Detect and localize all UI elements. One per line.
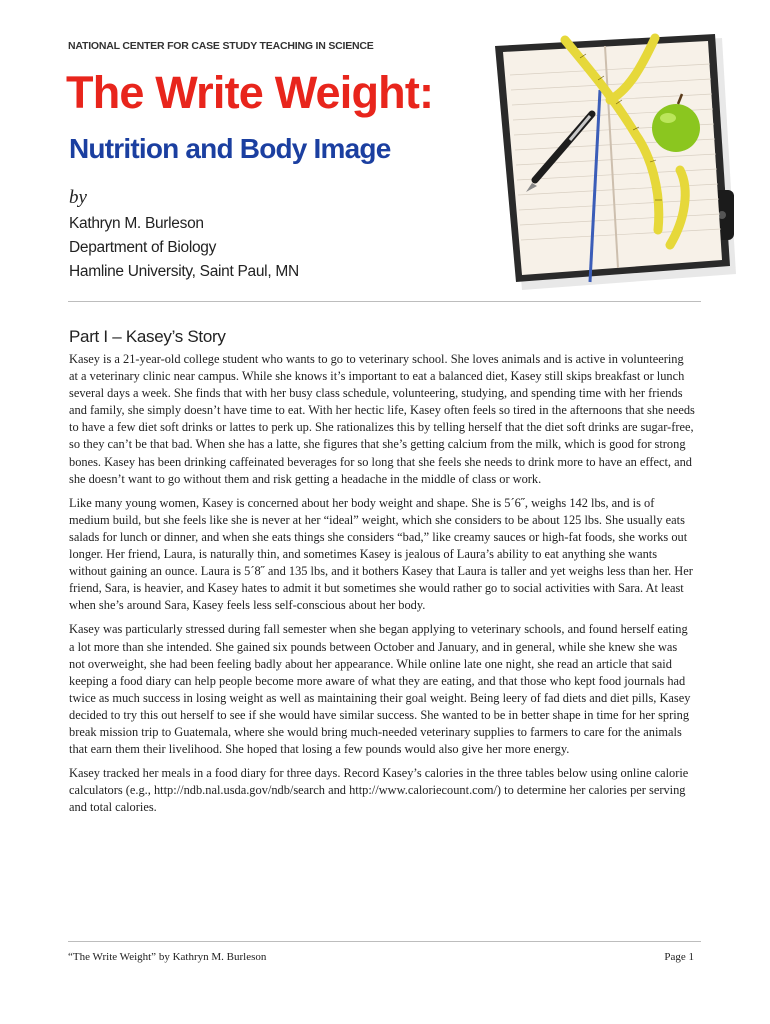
by-line: by bbox=[69, 187, 87, 208]
author-institution: Hamline University, Saint Paul, MN bbox=[69, 263, 299, 280]
paragraph: Kasey was particularly stressed during fall semester when she began applying to veterinary schools, and found herself eating a lot more than she intended. She gained six pounds between October and January, and in general, while she knew she was not overweight, she had been feeling badly about her appearance. While online late one night, she read an article that said keeping a food diary can help people become more aware of what they are eating, and that those who kept food journals had twice as much success in losing weight as well as maintaining their goal weight. Being leery of fad diets and diet pills, Kasey decided to try this out herself to see if she would have similar success. She wanted to be in better shape in time for her spring break mission trip to Guatemala, where she would bring much-needed veterinary supplies to farmers to care for the animals that earn them their livelihood. She hoped that losing a few pounds would also give her more energy. bbox=[69, 622, 691, 757]
case-study-body bbox=[69, 351, 695, 823]
paragraph: Like many young women, Kasey is concerned about her body weight and shape. She is 5´6˝, weighs 142 lbs, and is of medium build, but she feels like she is never at her “ideal” weight, which she considers to be about 125 lbs. She usually eats salads for lunch or dinner, and when she eats things she considers “bad,” like creamy sauces or high-fat foods, she works out longer. Her friend, Laura, is naturally thin, and sometimes Kasey is jealous of Laura’s ability to eat anything she wants without gaining an ounce. Laura is 5´8˝ and 135 lbs, and it bothers Kasey that Laura is taller and yet weighs less than her. Her friend, Sara, is heavier, and Kasey hates to admit it but sometimes she would rather go to social activities with Sara. At least when she’s around Sara, Kasey feels less self-conscious about her body. bbox=[69, 495, 693, 613]
document-title: The Write Weight: bbox=[66, 67, 434, 118]
paragraph: Kasey is a 21-year-old college student who wants to go to veterinary school. She loves animals and is active in volunteering at a veterinary clinic near campus. While she knows it’s important to eat a balanced diet, Kasey still skips breakfast or lunch several days a week. She finds that with her busy class schedule, volunteering, studying, and spending time with her friends and family, she simply doesn’t have time to eat. With her hectic life, Kasey often feels so tired in the afternoons that she needs to have a few diet soft drinks or lattes to perk up. She rationalizes this by telling herself that the diet soft drinks are sugar-free, so they can’t be that bad. When she has a latte, she figures that she’s getting calcium from the milk, which is good for strong bones. Kasey has been drinking caffeinated beverages for so long that she feels she needs to drink more to have an effect, and she doesn’t want to go without them and risk getting a headache in the middle of class or work. bbox=[69, 352, 695, 486]
footer-divider bbox=[68, 941, 701, 942]
section-heading: Part I – Kasey’s Story bbox=[69, 327, 226, 346]
page-number: Page 1 bbox=[664, 951, 694, 963]
notebook-illustration bbox=[440, 30, 740, 295]
author-name: Kathryn M. Burleson bbox=[69, 215, 204, 232]
author-department: Department of Biology bbox=[69, 239, 217, 256]
paragraph: Kasey tracked her meals in a food diary for three days. Record Kasey’s calories in the three tables below using online calorie calculators (e.g., http://ndb.nal.usda.gov/ndb/search and http://www.caloriecount.com/) to determine her calories per serving and total calories. bbox=[69, 766, 689, 815]
organization-name: NATIONAL CENTER FOR CASE STUDY TEACHING IN SCIENCE bbox=[68, 40, 374, 52]
footer-citation: “The Write Weight” by Kathryn M. Burleson bbox=[68, 951, 267, 963]
author-block bbox=[69, 212, 299, 284]
document-subtitle: Nutrition and Body Image bbox=[69, 133, 391, 164]
header-divider bbox=[68, 301, 701, 302]
